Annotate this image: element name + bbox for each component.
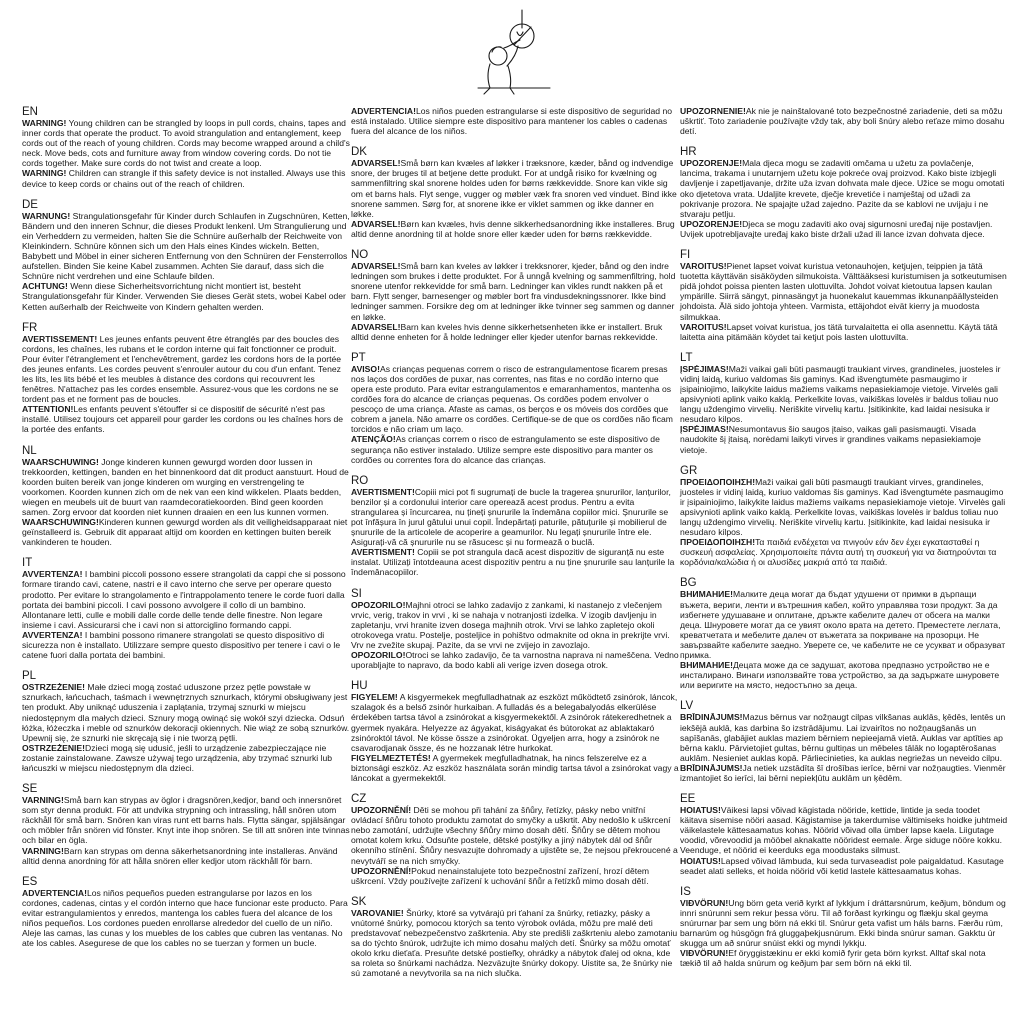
warning-text: HOIATUS!Lapsed võivad lämbuda, kui seda turvaseadist pole paigaldatud. Kasutage seadet alati selleks, et hoida nöörid või ketid lastele kättesaamatus kohas.	[680, 855, 1004, 876]
warning-text: FIGYELMEZTETÉS! A gyermekek megfulladhatnak, ha nincs felszerelve ez a biztonsági eszköz. Az eszköz használata során mindig tartsa távol a zsinórokat vagy a láncokat a gyermekektől.	[351, 752, 679, 783]
warning-text: OPOZORILO!Majhni otroci se lahko zadavijo z zankami, ki nastanejo z vlečenjem vrvic, verig, trakov in vrvi , ki se nahaja v notranjosti izdelka. V izogib davljenju in zapletanju, vrvi hranite izven dosega majhnih otrok. Vrvi se lahko zapletejo okoli otrokovega vratu. Postelje, posteljice in pohištvo odmaknite od okna in prekrijte vrvi. Vrv ne zvežite skupaj. Pazite, da se vrvi ne zvijejo in zavozlajo.	[351, 599, 670, 650]
warning-text: ATTENTION!Les enfants peuvent s'étouffer si ce dispositif de sécurité n'est pas installé. Utilisez toujours cet appareil pour garder les cordons ou les chaînes hors de la portée des enfants.	[22, 404, 344, 435]
warning-label: VAROITUS!	[680, 261, 727, 272]
language-code: SK	[351, 895, 367, 908]
warning-label: OSTRZEŻENIE!	[22, 682, 86, 693]
section-pt	[351, 352, 679, 465]
warning-text: AVERTISSEMENT! Les jeunes enfants peuvent être étranglés par des boucles des cordons, les chaînes, les rubans et le cordon interne qui fait fonctionner ce produit. Pour éviter l'étranglement et l'enchevêtrement, gardez les cordons hors de la portée des jeunes enfants. Les cordes peuvent s'enrouler autour du cou d'un enfant. Tenez les lits, les lits bébé et les meubles à distance des cordons qui recouvrent les fenêtres. N'attachez pas les cordes ensemble. Assurez-vous que les cordons ne se tordent pas et ne forment pas de boucles.	[22, 333, 342, 405]
language-code: DK	[351, 146, 367, 159]
language-code: NL	[22, 444, 37, 457]
warning-text: AVISO!As crianças pequenas correm o risco de estrangulamentose ficarem presas nos laços dos cordões de puxar, nas correntes, nas fitas e no cordão interno que opera este produto. Para evitar estrangulamentos e emaranhamentos, mantenha os cordões fora do alcance de crianças pequenas. Os cordões podem envolver o pescoço de uma criança. Afaste as camas, os berços e os móveis dos cordões que cobrem a janela. Não amarre os cordões. Certifique-se de que os cordões não ficam torcidos e não criam um laço.	[351, 363, 673, 435]
warning-label: ADVERTENCIA!	[22, 887, 87, 898]
section-it	[22, 557, 350, 660]
section-de	[22, 199, 350, 312]
language-code: PT	[351, 351, 366, 364]
language-code: NO	[351, 249, 369, 262]
section-es	[22, 876, 350, 949]
warning-text: FIGYELEM! A kisgyermekek megfulladhatnak az eszközt működtető zsinórok, láncok, szalagok és a belső zsinór hurkaiban. A fulladás és a belegabalyodás elkerülése érdekében tartsa távol a zsinórokat a kisgyermekektől. A zsinórok rátekeredhetnek a gyermek nyakára. Helyezze az ágyakat, kiságyakat és bútorokat az ablaktakaró zsinóroktól távol. Ne kösse össze a zsinórokat. Ügyeljen arra, hogy a zsinórok ne csavarodjanak össze, és ne hozzanak létre hurkokat.	[351, 692, 678, 753]
warning-text: WARNING! Children can strangle if this safety device is not installed. Always use this device to keep cords or chains out of the reach of children.	[22, 168, 346, 189]
language-code: SI	[351, 587, 362, 600]
warning-text: BRĪDINĀJUMS!Mazus bērnus var nožņaugt cilpas vilkšanas auklās, ķēdēs, lentēs un iekšējā auklā, kas darbina šo izstrādājumu. Lai izvairītos no nožņaugšanās un sapīšanās, glabājiet auklas maziem bērniem nepieejamā vietā. Auklas var aptīties ap bērna kaklu. Pārvietojiet gultas, bērnu gultiņas un mēbeles tālāk no logaptērošanas auklām. Nesieniet auklas kopā. Pārliecinieties, ka auklas negriežas un neveido cilpu.	[680, 712, 1006, 763]
language-code: FR	[22, 321, 38, 334]
warning-text: WAARSCHUWING!Kinderen kunnen gewurgd worden als dit veiligheidsapparaat niet geïnstalleerd is. Gebruik dit apparaat altijd om koorden en kettingen buiten bereik vankinderen te houden.	[22, 517, 348, 548]
warning-label: OPOZORILO!	[351, 650, 406, 661]
language-code: EE	[680, 793, 696, 806]
warning-label: UPOZORENJE!	[680, 158, 743, 169]
warning-text: OSTRZEŻENIE!Dzieci mogą się udusić, jeśli to urządzenie zabezpieczające nie zostanie zainstalowane. Zawsze używaj tego urządzenia, aby trzymać sznurki lub łańcuszki w miejscu niedostępnym dla dzieci.	[22, 742, 333, 773]
warning-label: FIGYELEM!	[351, 692, 398, 703]
warning-text: HOIATUS!Väikesi lapsi võivad kägistada nööride, kettide, lintide ja seda toodet käitava sisemise nööri aasad. Kägistamise ja takerdumise vältimiseks hoidke juhtmeid väikelastele kättesaamatus kohas. Nöörid võivad olla ümber lapse kaela. Liigutage voodid, võrevoodid ja mööbel aknakatte nööridest eemale. Ärge siduge nööre kokku. Veenduge, et nöörid ei keerduks ega moodustaks silmust.	[680, 805, 1008, 856]
warning-label: VIÐVÖRUN!	[680, 948, 729, 959]
warning-text: AVVERTENZA! I bambini piccoli possono essere strangolati da cappi che si possono formare tirando cavi, catene, nastri e il cavo interno che serve per operare questo prodotto. Per evitare lo strangolamento e l'intrappolamento tenere le corde fuori dalla portata dei bambini piccoli. I cavi possono avvolgere il collo di un bambino. Allontanare letti, culle e mobili dalle corde delle tende delle finestre. Non legare insieme i cavi. Assicurarsi che i cavi non si attorciglino formando cappi.	[22, 569, 346, 630]
warning-text: AVERTISMENT! Copiii se pot strangula dacă acest dispozitiv de siguranță nu este instalat. Utilizați întotdeauna acest dispozitiv pentru a nu ține șnururile sau lanțurile la îndemânacopiilor.	[351, 547, 675, 578]
warning-text: AVERTISMENT!Copiii mici pot fi sugrumați de bucle la tragerea șnururilor, lanțurilor, benzilor și a cordonului interior care operează acest produs. Pentru a evita strangularea și încurcarea, nu țineți șnururile la îndemâna copiilor mici. Șnururile se pot înfășura în jurul gâtului unui copil. Îndepărtați paturile, pătuțurile și mobilierul de șnururile de la articolele de acoperire a geamurilor. Nu legați șnururile între ele. Asigurați-vă că șnururile nu se răsucesc și nu formează o buclă.	[351, 486, 671, 548]
warning-text: OSTRZEŻENIE! Małe dzieci mogą zostać uduszone przez pętle powstałe w sznurkach, łańcuchach, taśmach i wewnętrznych sznurkach, którymi obsługiwany jest ten produkt. Aby uniknąć uduszenia i zaplątania, trzymaj sznurki w miejscu niedostępnym dla małych dzieci. Sznury mogą owinąć się wokół szyi dziecka. Odsuń łóżka, łóżeczka i meble od sznurków dekoracji okiennych. Nie wiąż ze sobą sznurków. Upewnij się, że sznurki nie skręcają się i nie tworzą pętli.	[22, 682, 350, 743]
warning-label: ATENÇÃO!	[351, 434, 396, 445]
warning-text: UPOZORENJE!Djeca se mogu zadaviti ako ovaj sigurnosni uređaj nije postavljen. Uvijek upotrebljavajte uređaj kako biste držali užad ili lance izvan dohvata djece.	[680, 218, 993, 239]
language-code: RO	[351, 474, 369, 487]
section-is	[680, 886, 1008, 969]
section-pl	[22, 670, 350, 773]
warning-text: AVVERTENZA! I bambini possono rimanere strangolati se questo dispositivo di sicurezza non è installato. Utilizzare sempre questo dispositivo per tenere i cavi o le catene fuori dalla portata dei bambini.	[22, 629, 341, 661]
warning-text: ĮSPĖJIMAS!Maži vaikai gali būti pasmaugti traukiant virves, grandineles, juosteles ir vidinį laidą, kuriuo valdomas šis gaminys. Kad išvengtumėte pasmaugimo ir įsipainiojimo, laikykite laidus mažiems vaikams nepasiekiamoje vietoje. Virvelės gali apsivynioti aplink vaiko kaklą. Perkelkite lovas, vaikiškas lovelės ir baldus toliau nuo langų uždengimo virvelių. Neriškite virvelių kartu. Įsitikinkite, kad laidai nesisuka ir nesudaro kilpos.	[680, 363, 1001, 425]
column-2	[351, 106, 679, 988]
warning-label: AVVERTENZA!	[22, 569, 83, 580]
section-gr	[680, 465, 1008, 568]
warning-text: ACHTUNG! Wenn diese Sicherheitsvorrichtung nicht montiert ist, besteht Strangulationsgefahr für Kinder. Verwenden Sie dieses Gerät stets, wobei Kabel oder Ketten außerhalb der Reichweite von Kindern gehalten werden.	[22, 281, 346, 312]
warning-text: UPOZORNĚNÍ!Pokud nenainstalujete toto bezpečnostní zařízení, hrozí dětem uškrcení. Vždy používejte zařízení k uchování šňůr a řetízků mimo dosah dětí.	[351, 865, 650, 886]
warning-label: VAROVANIE!	[351, 907, 404, 918]
language-code: LV	[680, 700, 694, 713]
warning-label: AVVERTENZA!	[22, 629, 83, 640]
warning-text: WARNING! Young children can be strangled by loops in pull cords, chains, tapes and inner cords that operate the product. To avoid strangulation and entanglement, keep cords out of the reach of young children. Cords may become wrapped around a child's neck. Move beds, cots and furniture away from window covering cords. Do not tie cords together. Make sure cords do not twist and create a loop.	[22, 118, 350, 169]
section-nl	[22, 445, 350, 548]
language-code: FI	[680, 249, 691, 262]
warning-text: ADVERTENCIA!Los niños pequeños pueden estrangularse por lazos en los cordones, cadenas, cintas y el cordón interno que hace funcionar este producto. Para evitar estrangulamientos y enredos, mantenga los cables fuera del alcance de los niños pequeños. Los cordones pueden enrollarse alrededor del cuello de un niño. Aleje las camas, las cunas y los muebles de los cables que cubren las ventanas. No ate los cables. Asegurese de que los cables no se tuerzan y formen un bucle.	[22, 887, 348, 949]
warning-label: ADVARSEL!	[351, 261, 401, 272]
warning-label: VIÐVÖRUN!	[680, 897, 729, 908]
section-fi	[680, 249, 1008, 342]
section-dk	[351, 146, 679, 239]
warning-label: WARNUNG!	[22, 210, 71, 221]
warning-text: ADVARSEL!Små barn kan kveles av løkker i trekksnorer, kjeder, bånd og den indre ledningen som brukes i dette produktet. For å unngå kvelning og sammenfiltring, hold snorene utenfor rekkevidde for små barn. Ledninger kan vikles rundt nakken på et barn. Flytt senger, barnesenger og møbler bort fra vindusdekningssnorer. Ikke bind ledninger sammen. Forsikre deg om at ledninger ikke tvinner seg sammen og danner en løkke.	[351, 261, 676, 322]
column-1	[22, 106, 350, 958]
warning-label: WARNING!	[22, 168, 67, 179]
section-en	[22, 106, 350, 189]
warning-label: ADVARSEL!	[351, 158, 401, 169]
warning-label: UPOZORNĚNÍ!	[351, 865, 412, 876]
warning-label: AVERTISMENT!	[351, 547, 415, 558]
warning-label: ĮSPĖJIMAS!	[680, 363, 729, 374]
warning-label: ΠΡΟΕΙΔΟΠΟΙΗΣΗ!	[680, 476, 756, 487]
warning-label: WAARSCHUWING!	[22, 517, 99, 528]
section-hr	[680, 146, 1008, 239]
warning-text: VAROVANIE! Šnúrky, ktoré sa vytvárajú pri ťahaní za šnúrky, retiazky, pásky a vnútorné šnúrky, pomocou ktorých sa tento výrobok ovláda, môžu pre malé deti predstavovať nebezpečenstvo zaškrtenia. Aby ste predišli zaškrteniu alebo zamotaniu sa do týchto šnúrok, udržujte ich mimo dosahu malých detí. Šnúrky sa môžu omotať okolo krku dieťaťa. Presuňte detské postieľky, ohrádky a nábytok ďalej od okna, kde sa roleta so šnúrkami nachádza. Nezväzujte šnúrky dokopy. Uistite sa, že šnúrky nie sú zamotané a nevytvorila sa na nich slučka.	[351, 907, 678, 979]
warning-text: VAROITUS!Pienet lapset voivat kuristua vetonauhojen, ketjujen, teippien ja tätä tuotetta käyttävän sisäköyden silmukoista. Välttääksesi kuristumisen ja sotkeutumisen pidä johdot poissa pienten lasten ulottuvilta. Johdot voivat kietoutua lapsen kaulan ympärille. Siirrä sängyt, pinnasängyt ja huonekalut kauemmas ikkunanpäällysteiden johdoista. Älä sido johtoja yhteen. Varmista, ettäjohdot eivät kierry ja muodosta silmukkaa.	[680, 261, 1007, 322]
warning-label: ВНИМАНИЕ!	[680, 589, 733, 600]
warning-label: VAROITUS!	[680, 321, 727, 332]
language-code: LT	[680, 351, 693, 364]
warning-text: UPOZORNĚNÍ! Děti se mohou při tahání za šňůry, řetízky, pásky nebo vnitřní ovládací šňůru tohoto produktu zamotat do smyčky a uškrtit. Aby nedošlo k uškrcení nebo zamotání, udržujte všechny šňůry mimo dosah dětí. Šňůry se dětem mohou omotat kolem krku. Odsuňte postele, dětské postýlky a jiný nábytek dál od šňůr okenního stínění. Šňůry nesvazujte dohromady a ujistěte se, že nejsou překroucené a nevytváří se na nich smyčky.	[351, 805, 678, 866]
language-code: BG	[680, 577, 697, 590]
language-code: PL	[22, 670, 37, 683]
warning-label: VARNING!	[22, 795, 64, 806]
warning-text: ADVARSEL!Små børn kan kvæles af løkker i træksnore, kæder, bånd og indvendige snore, der bruges til at betjene dette produkt. For at undgå risiko for kvælning og sammenfiltring skal snorene holdes uden for børns rækkevidde. Snore kan vikle sig om et barns hals. Flyt senge, vugger og møbler væk fra snoren ved vinduet. Bind ikke snorene sammen. Sørg for, at snorene ikke er viklet sammen og ikke danner en løkke.	[351, 158, 677, 219]
warning-label: UPOZORNĚNÍ!	[351, 805, 412, 816]
language-code: CZ	[351, 793, 367, 806]
warning-label: ATTENTION!	[22, 404, 74, 415]
section-bg	[680, 577, 1008, 690]
child-pulling-cord-illustration	[470, 8, 560, 98]
warning-text: ADVARSEL!Børn kan kvæles, hvis denne sikkerhedsanordning ikke installeres. Brug altid denne anordning til at holde snore eller kæder uden for børns rækkevidde.	[351, 218, 675, 239]
column-3	[680, 106, 1008, 978]
warning-text: VIÐVÖRUN!Ef öryggistækinu er ekki komið fyrir geta börn kyrkst. Alltaf skal nota tækið til að halda snúrum og keðjum þar sem börn ná ekki til.	[680, 948, 986, 969]
warning-label: FIGYELMEZTETÉS!	[351, 752, 431, 763]
warning-text: ADVARSEL!Barn kan kveles hvis denne sikkerhetsenheten ikke er installert. Bruk alltid denne enheten for å holde ledninger eller kjeder utenfor barnas rekkevidde.	[351, 321, 663, 342]
section-sk-continued	[680, 106, 1008, 136]
warning-label: UPOZORENJE!	[680, 218, 743, 229]
warning-text: ĮSPĖJIMAS!Nesumontavus šio saugos įtaiso, vaikas gali pasismaugti. Visada naudokite šį įtaisą, norėdami laikyti virves ir grandines vaikams nepasiekiamoje vietoje.	[680, 424, 981, 455]
warning-text: OPOZORILO!Otroci se lahko zadavijo, če ta varnostna naprava ni nameščena. Vedno uporabljajte to napravo, da bodo kabli ali verige izven dosega otrok.	[351, 650, 679, 671]
language-code: HU	[351, 680, 368, 693]
warning-label: UPOZORNENIE!	[680, 106, 746, 116]
warning-text: UPOZORNENIE!Ak nie je nainštalované toto bezpečnostné zariadenie, deti sa môžu uškrtiť. Toto zariadenie používajte vždy tak, aby boli šnúry alebo reťaze mimo dosahu detí.	[680, 106, 1005, 137]
warning-label: HOIATUS!	[680, 855, 721, 866]
section-si	[351, 588, 679, 671]
warning-label: HOIATUS!	[680, 805, 721, 816]
section-es-continued	[351, 106, 679, 136]
warning-label: AVERTISMENT!	[351, 486, 415, 497]
section-hu	[351, 680, 679, 783]
warning-label: BRĪDINĀJUMS!	[680, 762, 743, 773]
warning-label: WARNING!	[22, 118, 67, 128]
section-cz	[351, 793, 679, 886]
warning-label: ADVERTENCIA!	[351, 106, 416, 116]
warning-text: BRĪDINĀJUMS!Ja netiek uzstādīta šī drošības ierīce, bērni var nožņaugties. Vienmēr izmantojiet šo ierīci, lai bērni nepiekļūtu auklām un ķēdēm.	[680, 762, 1006, 783]
warning-text: VARNING!Barn kan strypas om denna säkerhetsanordning inte installeras. Använd alltid denna anordning för att hålla snören eller kedjor utom räckhåll för barn.	[22, 845, 338, 866]
section-ro	[351, 475, 679, 578]
warning-label: ACHTUNG!	[22, 281, 68, 292]
warning-text: ΠΡΟΕΙΔΟΠΟΙΗΣΗ!Τα παιδιά ενδέχεται να πνιγούν εάν δεν έχει εγκατασταθεί η συσκευή ασφαλείας. Χρησιμοποιείτε πάντα αυτή τη συσκευή για να διατηρούνται τα κορδόνια/καλώδια ή οι αλυσίδες μακριά από τα παιδιά.	[680, 537, 997, 568]
warning-label: ΠΡΟΕΙΔΟΠΟΙΗΣΗ!	[680, 537, 756, 548]
warning-label: ADVARSEL!	[351, 321, 401, 332]
section-lt	[680, 352, 1008, 455]
language-code: IS	[680, 885, 691, 898]
language-code: GR	[680, 464, 698, 477]
language-code: DE	[22, 198, 38, 211]
section-se	[22, 783, 350, 866]
section-lv	[680, 700, 1008, 783]
warning-label: AVERTISSEMENT!	[22, 333, 98, 344]
language-code: IT	[22, 557, 33, 570]
section-ee	[680, 793, 1008, 876]
language-code: HR	[680, 146, 697, 159]
language-code: EN	[22, 106, 38, 118]
warning-text: WAARSCHUWING! Jonge kinderen kunnen gewurgd worden door lussen in trekkoorden, kettingen, banden en het binnenkoord dat dit product aanstuurt. Houd de koorden buiten bereik van jonge kinderen om wurging en verstrengeling te voorkomen. Koorden kunnen zich om de nek van een kind wikkelen. Plaats bedden, wiegen en meubels uit de buurt van raamdecoratiekoorden. Bind geen koorden samen. Zorg ervoor dat koorden niet kunnen draaien en een lus kunnen vormen.	[22, 456, 349, 517]
warning-text: ADVERTENCIA!Los niños pueden estrangularse si este dispositivo de seguridad no está instalado. Utilice siempre este dispositivo para mantener los cables o cadenas fuera del alcance de los niños.	[351, 106, 673, 137]
warning-label: WAARSCHUWING!	[22, 456, 99, 467]
warning-text: UPOZORENJE!Mala djeca mogu se zadaviti omčama u užetu za povlačenje, lancima, trakama i unutarnjem užetu koje pokreće ovaj proizvod. Kako biste izbjegli davljenje i zapetljavanje, držite uža izvan dohvata male djece. Užice se mogu omotati oko djetetova vrata. Udaljite krevete, dječje krevetiće i namještaj od užadi za pokrivanje prozora. Ne spajajte užad zajedno. Pazite da se kablovi ne uvijaju i ne stvaraju petlju.	[680, 158, 1005, 219]
warning-text: VAROITUS!Lapset voivat kuristua, jos tätä turvalaitetta ei olla asennettu. Käytä tätä laitetta aina pitämään köydet tai ketjut pois lasten ulottuvilta.	[680, 321, 998, 342]
warning-text: WARNUNG! Strangulationsgefahr für Kinder durch Schlaufen in Zugschnüren, Ketten, Bändern und den inneren Schnur, die dieses Produkt lenkenl. Um Strangulierung und ein Verheddern zu vermeiden, halten Sie die Schnüre außerhalb der Reichweite von Kleinkindern. Schnüre können sich um den Hals eines Kindes wickeln. Betten, Babybett und Möbel in einer sicheren Entfernung von den Schnüren der Fensterrollos aufstellen. Binden Sie keine Kabel zusammen. Achten Sie darauf, dass sich die Schnüre nicht verdrehen und eine Schlaufe bilden.	[22, 210, 350, 282]
warning-label: ĮSPĖJIMAS!	[680, 424, 729, 435]
warning-label: ADVARSEL!	[351, 218, 401, 229]
warning-label: VARNING!	[22, 845, 64, 856]
warning-text: ВНИМАНИЕ!Децата може да се задушат, акотова предпазно устройство не е инсталирано. Винаги използвайте това устройство, за да задържате шнуровете или веригите на място, недостъпно за деца.	[680, 660, 1000, 691]
warning-text: VARNING!Små barn kan strypas av öglor i dragsnören,kedjor, band och innersnöret som styr denna produkt. För att undvika strypning och intrassling, håll snören utom räckhåll för små barn. Snören kan viras runt ett barns hals. Flytta sängar, spjälsängar och möbler från snören vid fönster. Knyt inte ihop snören. Se till att snören inte tvinnas och bilar en ögla.	[22, 795, 350, 846]
warning-label: OSTRZEŻENIE!	[22, 742, 86, 753]
warning-text: ВНИМАНИЕ!Малките деца могат да бъдат удушени от примки в дърпащи въжета, вериги, ленти и вътрешния кабел, който управлява този продукт. За да избегнете удушаване и оплитане, дръжте кабелите далеч от обсега на малки деца. Шнуровете могат да се увият около врата на детето. Преместете леглата, креватчетата и мебелите далеч от въжетата за покриване на прозорци. Не завързвайте кабелите заедно. Уверете се, че кабелите не се усукват и образуват примка.	[680, 589, 1006, 661]
section-no	[351, 249, 679, 342]
language-code: SE	[22, 783, 38, 796]
warning-label: BRĪDINĀJUMS!	[680, 712, 743, 723]
warning-label: ВНИМАНИЕ!	[680, 660, 733, 671]
section-fr	[22, 322, 350, 435]
warning-text: ATENÇÃO!As crianças correm o risco de estrangulamento se este dispositivo de segurança não estiver instalado. Utilize sempre este dispositivo para manter os cordões ou correntes fora do alcance das crianças.	[351, 434, 660, 465]
warning-label: OPOZORILO!	[351, 599, 406, 610]
section-sk	[351, 896, 679, 979]
warning-text: ΠΡΟΕΙΔΟΠΟΙΗΣΗ!Maži vaikai gali būti pasmaugti traukiant virves, grandineles, juosteles ir vidinį laidą, kuriuo valdomas šis gaminys. Kad išvengtumėte pasmaugimo ir įsipainiojimo, laikykite laidus mažiems vaikams nepasiekiamoje vietoje. Virvelės gali apsivynioti aplink vaiko kaklą. Perkelkite lovas, vaikiškas lovelės ir baldus toliau nuo langų uždengimo virvelių. Neriškite virvelių kartu. Įsitikinkite, kad laidai nesisuka ir nesudaro kilpos.	[680, 476, 1006, 538]
language-code: ES	[22, 875, 38, 888]
warning-text: VIÐVÖRUN!Ung börn geta verið kyrkt af lykkjum í dráttarsnúrum, keðjum, böndum og innri snúrunni sem rekur þessa vöru. Til að forðast kyrkingu og flækju skal geyma snúrurnar þar sem ung börn ná ekki til. Snúrur geta vafist um háls barns. Færðu rúm, barnarúm og húsgögn frá gluggaþekjusnúrum. Ekki binda snúrur saman. Gakktu úr skugga um að snúrur snúist ekki og myndi lykkju.	[680, 897, 1006, 949]
warning-label: AVISO!	[351, 363, 380, 374]
